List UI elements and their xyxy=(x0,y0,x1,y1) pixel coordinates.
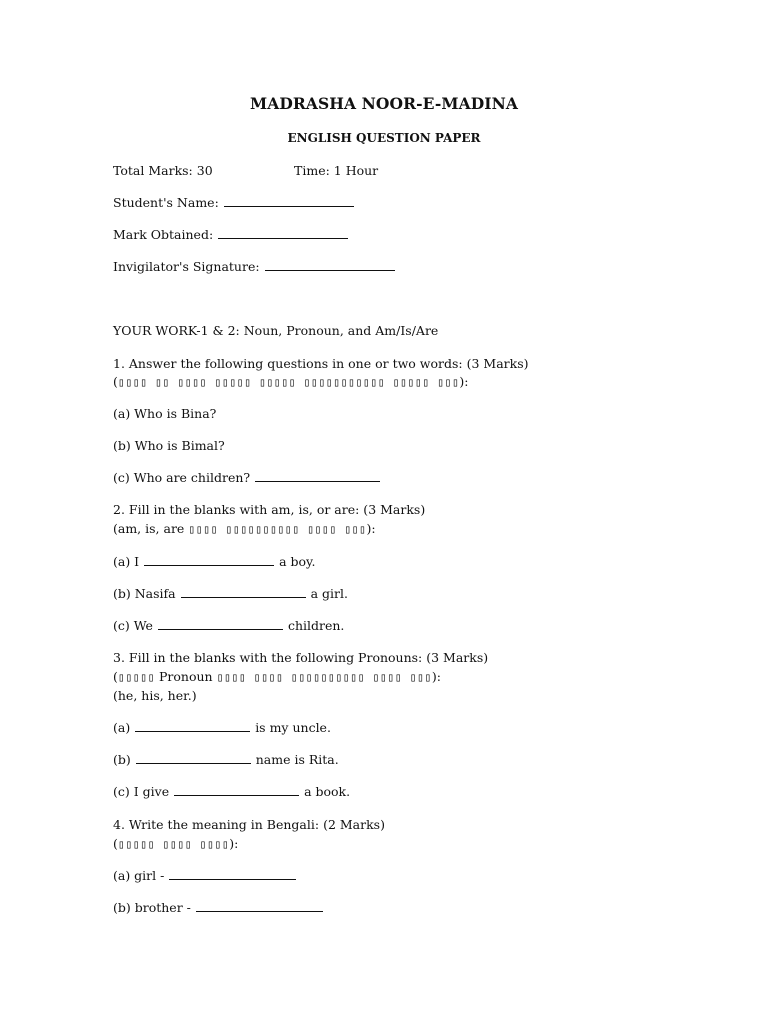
total-marks: Total Marks: 30 xyxy=(113,163,213,178)
q2-c-post: children. xyxy=(287,618,345,633)
q3-a-line xyxy=(113,719,331,737)
mark-obtained-line xyxy=(113,226,349,244)
invigilator-line xyxy=(113,258,396,276)
q3-instruction: (▯▯▯▯▯ Pronoun ▯▯▯▯ ▯▯▯▯ ▯▯▯▯▯▯▯▯▯▯ ▯▯▯▯ ▯▯▯): xyxy=(113,669,441,684)
invigilator-label: Invigilator's Signature: xyxy=(113,259,260,274)
q4-a-pre: (a) girl - xyxy=(113,868,165,883)
q2-a-pre: (a) I xyxy=(113,554,140,569)
q3-a-pre: (a) xyxy=(113,720,131,735)
paper-title: ENGLISH QUESTION PAPER xyxy=(287,131,481,145)
q2-b-blank xyxy=(181,585,306,598)
school-title: MADRASHA NOOR-E-MADINA xyxy=(249,94,519,113)
q3-c-post: a book. xyxy=(304,784,351,799)
work-title: YOUR WORK-1 & 2: Noun, Pronoun, and Am/Is/Are xyxy=(113,323,439,338)
q3-prompt: 3. Fill in the blanks with the following Pronouns: (3 Marks) xyxy=(113,650,489,665)
student-name-line xyxy=(113,194,355,212)
q1-c-blank xyxy=(255,469,380,482)
q1-a: (a) Who is Bina? xyxy=(113,406,217,421)
q4-a-line xyxy=(113,867,297,885)
q2-instruction-bengali: ▯▯▯▯ ▯▯▯▯▯▯▯▯▯▯ ▯▯▯▯ ▯▯▯ xyxy=(188,522,367,536)
q2-c-line xyxy=(113,617,344,635)
q2-b-pre: (b) Nasifa xyxy=(113,586,176,601)
q3-options: (he, his, her.) xyxy=(113,688,197,703)
q4-prompt: 4. Write the meaning in Bengali: (2 Marks) xyxy=(113,817,385,832)
q1-c: (c) Who are children? xyxy=(113,470,251,485)
student-name-blank xyxy=(224,194,354,207)
q4-b-line xyxy=(113,899,324,917)
q3-b-blank xyxy=(136,751,251,764)
q4-instruction-bengali: ▯▯▯▯▯ ▯▯▯▯ ▯▯▯▯ xyxy=(117,837,230,851)
q2-c-blank xyxy=(158,617,283,630)
q2-b-line xyxy=(113,585,348,603)
q3-b-pre: (b) xyxy=(113,752,131,767)
mark-obtained-label: Mark Obtained: xyxy=(113,227,214,242)
q4-a-blank xyxy=(169,867,296,880)
q3-c-pre: (c) I give xyxy=(113,784,170,799)
q2-prompt: 2. Fill in the blanks with am, is, or are: (3 Marks) xyxy=(113,502,426,517)
q2-instruction: (am, is, are ▯▯▯▯ ▯▯▯▯▯▯▯▯▯▯ ▯▯▯▯ ▯▯▯): xyxy=(113,521,376,536)
q4-b-blank xyxy=(196,899,323,912)
q4-instruction: (▯▯▯▯▯ ▯▯▯▯ ▯▯▯▯): xyxy=(113,836,239,851)
q1-b: (b) Who is Bimal? xyxy=(113,438,225,453)
q1-prompt: 1. Answer the following questions in one or two words: (3 Marks) xyxy=(113,356,529,371)
student-name-label: Student's Name: xyxy=(113,195,219,210)
q2-a-post: a boy. xyxy=(279,554,316,569)
q1-instruction-bengali: ▯▯▯▯ ▯▯ ▯▯▯▯ ▯▯▯▯▯ ▯▯▯▯▯ ▯▯▯▯▯▯▯▯▯▯▯ ▯▯▯▯▯ ▯▯▯ xyxy=(117,375,460,389)
q3-b-post: name is Rita. xyxy=(255,752,339,767)
q3-a-post: is my uncle. xyxy=(255,720,331,735)
q4-b-pre: (b) brother - xyxy=(113,900,191,915)
time-allowed: Time: 1 Hour xyxy=(294,163,379,178)
q3-instruction-bengali: ▯▯▯▯ ▯▯▯▯ ▯▯▯▯▯▯▯▯▯▯ ▯▯▯▯ ▯▯▯ xyxy=(216,670,432,684)
invigilator-blank xyxy=(265,258,395,271)
mark-obtained-blank xyxy=(218,226,348,239)
q2-b-post: a girl. xyxy=(310,586,348,601)
q3-a-blank xyxy=(135,719,250,732)
q2-c-pre: (c) We xyxy=(113,618,153,633)
q3-b-line xyxy=(113,751,339,769)
q3-c-line xyxy=(113,783,350,801)
q1-c-line xyxy=(113,469,381,487)
q2-a-line xyxy=(113,553,315,571)
q1-instruction: (▯▯▯▯ ▯▯ ▯▯▯▯ ▯▯▯▯▯ ▯▯▯▯▯ ▯▯▯▯▯▯▯▯▯▯▯ ▯▯▯▯▯ ▯▯▯): xyxy=(113,374,469,389)
q2-a-blank xyxy=(144,553,274,566)
q3-c-blank xyxy=(174,783,299,796)
